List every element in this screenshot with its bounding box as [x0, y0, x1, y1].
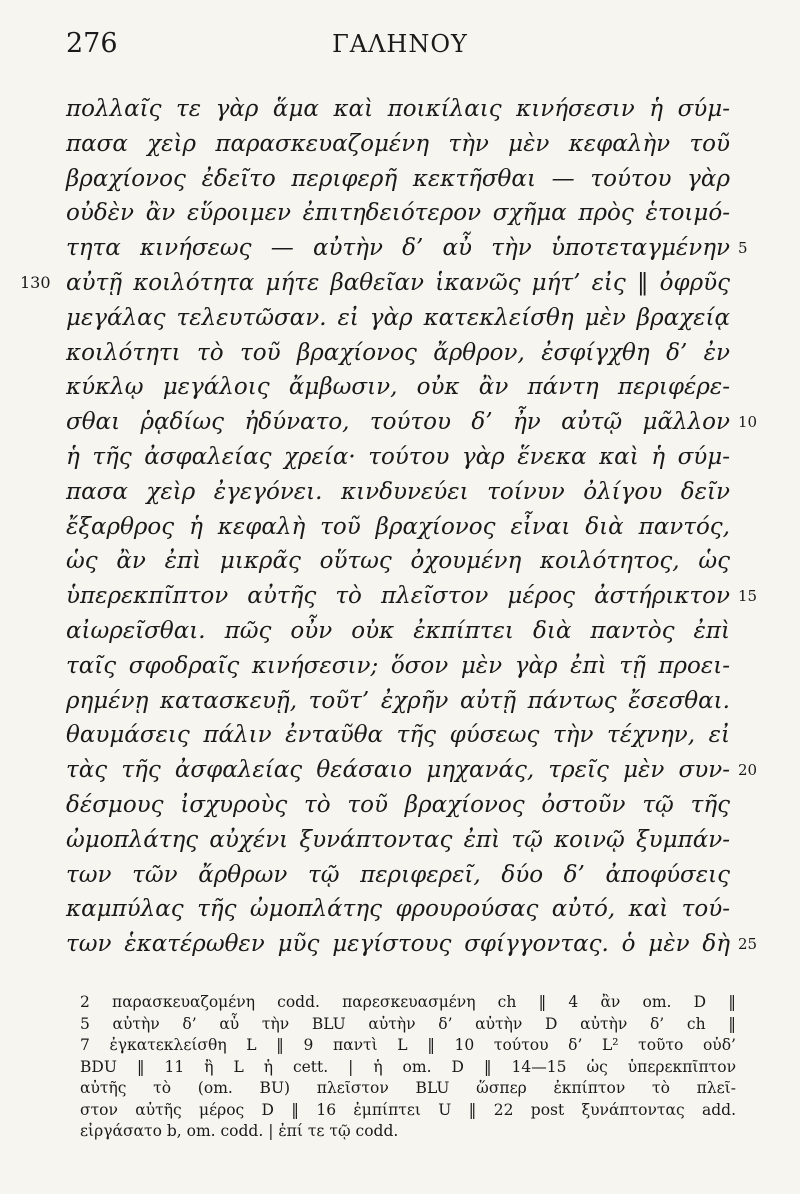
text-line-content: θαυμάσεις πάλιν ἐνταῦθα τῆς φύσεως τὴν τέχνην, εἰ	[66, 722, 730, 749]
text-line-content: σθαι ῥᾳδίως ἠδύνατο, τούτου δ’ ἦν αὐτῷ μᾶλλον	[66, 409, 730, 436]
text-line	[66, 649, 730, 684]
text-line	[66, 196, 730, 231]
text-line	[66, 162, 730, 197]
text-line	[66, 301, 730, 336]
text-line	[66, 718, 730, 753]
text-line-content: ὑπερεκπῖπτον αὐτῆς τὸ πλεῖστον μέρος ἀστήρικτον	[66, 583, 730, 610]
text-line-content: των τῶν ἄρθρων τῷ περιφερεῖ, δύο δ’ ἀποφύσεις	[66, 861, 730, 888]
apparatus-line	[80, 1035, 736, 1057]
text-line	[66, 405, 758, 440]
source-page-number: 130	[20, 272, 51, 292]
text-line-content: βραχίονος ἐδεῖτο περιφερῆ κεκτῆσθαι — τούτου γὰρ	[66, 165, 730, 192]
main-text	[20, 92, 758, 962]
text-line-content: ταῖς σφοδραῖς κινήσεσιν; ὅσον μὲν γὰρ ἐπὶ τῇ προει-	[66, 652, 730, 679]
text-line-content: πασα χεὶρ ἐγεγόνει. κινδυνεύει τοίνυν ὀλίγου δεῖν	[66, 478, 730, 505]
text-line	[66, 892, 730, 927]
text-line-content: ἡ τῆς ἀσφαλείας χρεία· τούτου γὰρ ἕνεκα καὶ ἡ σύμ-	[66, 443, 730, 470]
text-line	[66, 475, 730, 510]
apparatus-line-text: 7 ἐγκατεκλείσθη L ‖ 9 παντὶ L ‖ 10 τούτου δ’ L² τοῦτο οὐδ’	[80, 1036, 736, 1054]
line-number: 15	[738, 587, 758, 606]
text-line	[66, 614, 730, 649]
text-line-content: οὐδὲν ἂν εὕροιμεν ἐπιτηδειότερον σχῆμα πρὸς ἑτοιμό-	[66, 200, 730, 227]
line-number: 25	[738, 935, 758, 954]
apparatus-line-text: στον αὐτῆς μέρος D ‖ 16 ἐμπίπτει U ‖ 22 post ξυνάπτοντας add.	[80, 1100, 736, 1119]
text-line	[66, 92, 730, 127]
critical-apparatus	[80, 992, 736, 1143]
text-line-content: καμπύλας τῆς ὠμοπλάτης φρουρούσας αὐτό, καὶ τού-	[66, 896, 730, 923]
apparatus-line	[80, 992, 736, 1014]
text-line-content: ρημένῃ κατασκευῇ, τοῦτ’ ἐχρῆν αὐτῇ πάντως ἔσεσθαι.	[66, 687, 730, 714]
text-line	[20, 266, 730, 301]
apparatus-line-text: 5 αὐτὴν δ’ αὖ τὴν BLU αὐτὴν δ’ αὐτὴν D αὐτὴν δ’ ch ‖	[80, 1014, 736, 1033]
text-line	[66, 231, 748, 266]
apparatus-line	[80, 1057, 736, 1079]
text-line-content: τητα κινήσεως — αὐτὴν δ’ αὖ τὴν ὑποτεταγμένην	[66, 235, 730, 262]
text-line	[66, 927, 758, 962]
apparatus-line	[80, 1100, 736, 1122]
running-title: ΓΑΛΗΝΟΥ	[332, 30, 468, 58]
text-line-content: πολλαῖς τε γὰρ ἅμα καὶ ποικίλαις κινήσεσιν ἡ σύμ-	[66, 96, 730, 122]
page-number: 276	[66, 28, 118, 59]
text-line	[66, 127, 730, 162]
text-line-content: ὠμοπλάτης αὐχένι ξυνάπτοντας ἐπὶ τῷ κοινῷ ξυμπάν-	[66, 826, 730, 853]
line-number: 10	[738, 413, 758, 432]
text-line	[66, 579, 758, 614]
text-line	[66, 788, 730, 823]
text-line	[66, 684, 730, 719]
apparatus-line-text: BDU ‖ 11 ἢ L ἡ cett. | ἡ om. D ‖ 14—15 ὡς ὑπερεκπῖπτον	[80, 1057, 736, 1076]
text-line-content: των ἑκατέρωθεν μῦς μεγίστους σφίγγοντας. ὁ μὲν δὴ	[66, 931, 730, 958]
text-line	[66, 858, 730, 893]
apparatus-line	[80, 1014, 736, 1036]
apparatus-line-text: 2 παρασκευαζομένη codd. παρεσκευασμένη ch ‖ 4 ἂν om. D ‖	[80, 993, 736, 1011]
text-line	[66, 823, 730, 858]
apparatus-line	[80, 1078, 736, 1100]
apparatus-line-text: αὐτῆς τὸ (om. BU) πλεῖστον BLU ὥσπερ ἐκπίπτον τὸ πλεῖ-	[80, 1079, 736, 1097]
text-line	[66, 510, 730, 545]
text-line-content: κύκλῳ μεγάλοις ἄμβωσιν, οὐκ ἂν πάντη περιφέρε-	[66, 374, 730, 401]
text-line-content: πασα χεὶρ παρασκευαζομένη τὴν μὲν κεφαλὴν τοῦ	[66, 130, 730, 157]
text-line	[66, 753, 758, 788]
line-number: 5	[738, 239, 748, 258]
text-line	[66, 440, 730, 475]
text-line-content: ὡς ἂν ἐπὶ μικρᾶς οὕτως ὀχουμένη κοιλότητος, ὡς	[66, 548, 730, 575]
text-line	[66, 370, 730, 405]
text-line-content: αἰωρεῖσθαι. πῶς οὖν οὐκ ἐκπίπτει διὰ παντὸς ἐπὶ	[66, 617, 730, 644]
text-line-content: ἔξαρθρος ἡ κεφαλὴ τοῦ βραχίονος εἶναι διὰ παντός,	[66, 513, 730, 540]
text-line-content: μεγάλας τελευτῶσαν. εἰ γὰρ κατεκλείσθη μὲν βραχείᾳ	[66, 304, 730, 331]
text-line	[66, 336, 730, 371]
text-line-content: τὰς τῆς ἀσφαλείας θεάσαιο μηχανάς, τρεῖς μὲν συν-	[66, 757, 730, 784]
text-line-content: αὐτῇ κοιλότητα μήτε βαθεῖαν ἱκανῶς μήτ’ εἰς ‖ ὀφρῦς	[66, 269, 730, 296]
apparatus-line-text: εἰργάσατο b, om. codd. | ἐπί τε τῷ codd.	[80, 1122, 399, 1140]
text-line-content: κοιλότητι τὸ τοῦ βραχίονος ἄρθρον, ἐσφίγχθη δ’ ἐν	[66, 339, 730, 366]
page-header	[66, 28, 734, 68]
text-line-content: δέσμους ἰσχυροὺς τὸ τοῦ βραχίονος ὀστοῦν τῷ τῆς	[66, 791, 730, 818]
text-line	[66, 544, 730, 579]
apparatus-line	[80, 1121, 736, 1143]
line-number: 20	[738, 761, 758, 780]
